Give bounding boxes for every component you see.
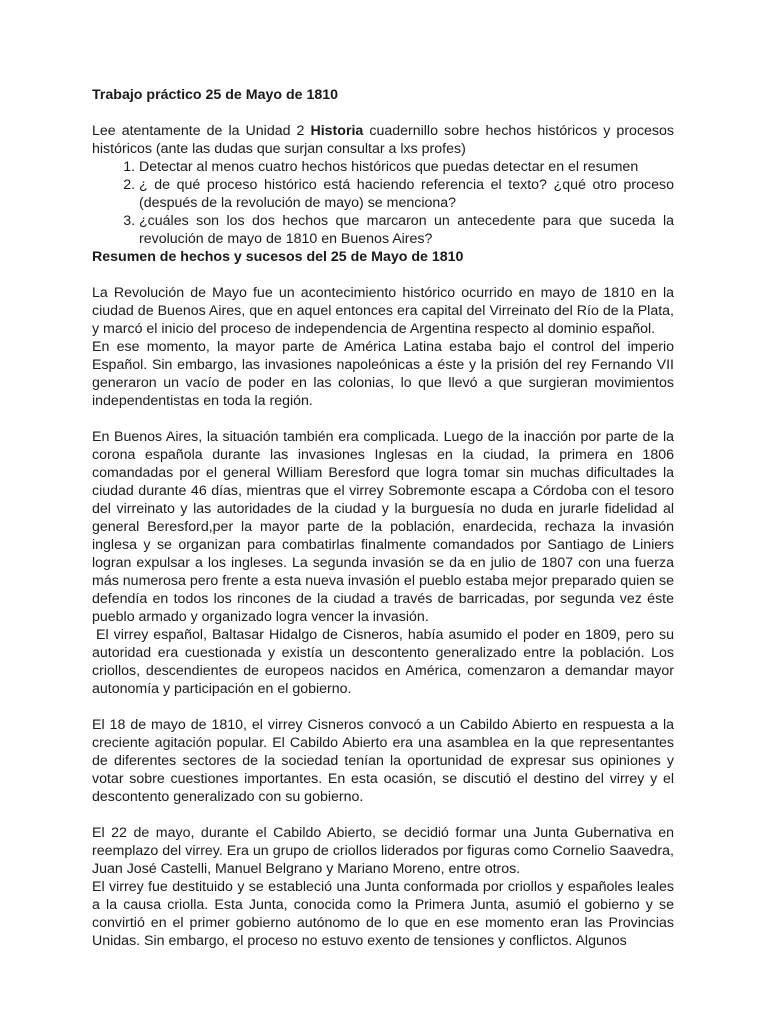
- paragraph: La Revolución de Mayo fue un acontecimiento histórico ocurrido en mayo de 1810 en la ciudad de Buenos Aires, que en aquel entonces era capital del Virreinato del Río de la Plata, y marcó el inicio del proceso de independencia de Argentina respecto al dominio español.: [92, 285, 674, 337]
- paragraph: En Buenos Aires, la situación también era complicada. Luego de la inacción por parte de la corona española durante las invasiones Inglesas en la ciudad, la primera en 1806 comandadas por el general William Beresford que logra tomar sin muchas dificultades la ciudad durante 46 días, mientras que el virrey Sobremonte escapa a Córdoba con el tesoro del virreinato y las autoridades de la ciudad y la burguesía no duda en jurarle fidelidad al general Beresford,per la mayor parte de la población, enardecida, rechaza la invasión inglesa y se organizan para combatirlas finalmente comandados por Santiago de Liniers logran expulsar a los ingleses. La segunda invasión se da en julio de 1807 con una fuerza más numerosa pero frente a esta nueva invasión el pueblo estaba mejor preparado quien se defendía en todos los rincones de la ciudad a través de barricadas, por segunda vez éste pueblo armado y organizado logra vencer la invasión.: [92, 429, 674, 625]
- intro-text-bold: Historia: [310, 123, 364, 139]
- spacer: [92, 806, 674, 824]
- intro-text-post: cuadernillo sobre hechos históricos y procesos históricos (ante las dudas que surjan consultar a lxs profes): [92, 123, 675, 157]
- question-item: 2. ¿ de qué proceso histórico está haciendo referencia el texto? ¿qué otro proceso (después de la revolución de mayo) se menciona?: [139, 176, 674, 212]
- paragraph: El 18 de mayo de 1810, el virrey Cisneros convocó a un Cabildo Abierto en respuesta a la creciente agitación popular. El Cabildo Abierto era una asamblea en la que representantes de diferentes sectores de la sociedad tenían la oportunidad de expresar sus opiniones y votar sobre cuestiones importantes. En esta ocasión, se discutió el destino del virrey y el descontento generalizado con su gobierno.: [92, 717, 674, 805]
- paragraph: El virrey español, Baltasar Hidalgo de Cisneros, había asumido el poder en 1809, pero su autoridad era cuestionada y existía un descontento generalizado entre la población. Los criollos, descendientes de europeos nacidos en América, comenzaron a demandar mayor autonomía y participación en el gobierno.: [92, 627, 674, 697]
- question-item: 1. Detectar al menos cuatro hechos históricos que puedas detectar en el resumen: [139, 158, 674, 176]
- spacer: [92, 266, 674, 284]
- paragraph: El virrey fue destituido y se estableció una Junta conformada por criollos y españoles leales a la causa criolla. Esta Junta, conocida como la Primera Junta, asumió el gobierno y se convirtió en el primer gobierno autónomo de lo que en ese momento eran las Provincias Unidas. Sin embargo, el proceso no estuvo exento de tensiones y conflictos. Algunos: [92, 879, 674, 949]
- document-title: Trabajo práctico 25 de Mayo de 1810: [92, 87, 339, 103]
- paragraph: En ese momento, la mayor parte de América Latina estaba bajo el control del imperio Español. Sin embargo, las invasiones napoleónicas a éste y la prisión del rey Fernando VII generaron un vacío de poder en las colonias, lo que llevó a que surgieran movimientos independentistas en toda la región.: [92, 339, 674, 409]
- intro-paragraph: [92, 122, 674, 158]
- document-page: [92, 86, 674, 950]
- summary-subtitle: Resumen de hechos y sucesos del 25 de Mayo de 1810: [92, 249, 464, 265]
- intro-text-pre: Lee atentamente de la Unidad 2: [92, 123, 311, 139]
- questions-list: [92, 158, 674, 248]
- spacer: [92, 698, 674, 716]
- question-item: 3. ¿cuáles son los dos hechos que marcaron un antecedente para que suceda la revolución de mayo de 1810 en Buenos Aires?: [139, 212, 674, 248]
- spacer: [92, 410, 674, 428]
- paragraph: El 22 de mayo, durante el Cabildo Abierto, se decidió formar una Junta Gubernativa en reemplazo del virrey. Era un grupo de criollos liderados por figuras como Cornelio Saavedra, Juan José Castelli, Manuel Belgrano y Mariano Moreno, entre otros.: [92, 825, 674, 877]
